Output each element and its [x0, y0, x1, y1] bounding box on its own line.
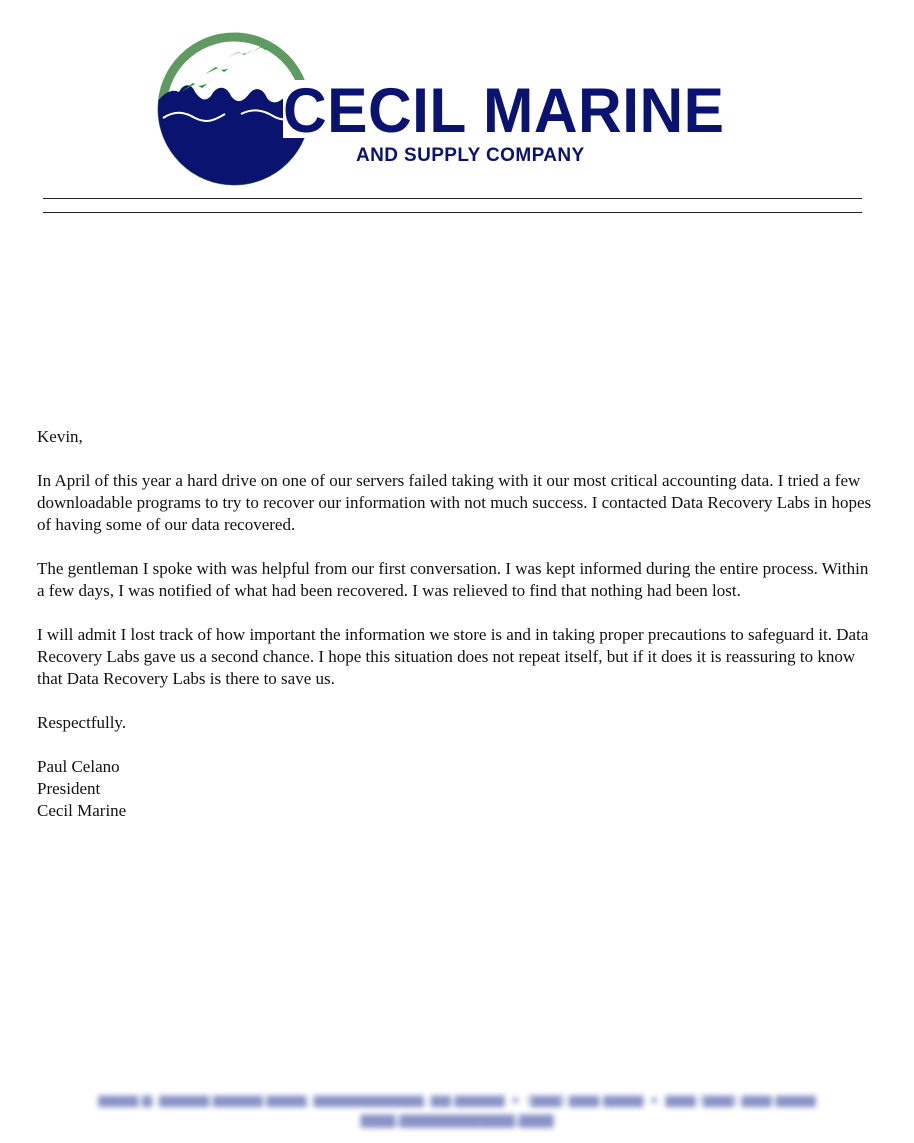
paragraph-3: I will admit I lost track of how important the information we store is and in taking proper precautions to safeguard it. Data Recovery Labs gave us a second chance. I hope this situation does not repeat itself, but if it does it is reassuring to know that Data Recovery Labs is there to save us.	[37, 625, 869, 688]
blurred-footer	[0, 1090, 914, 1130]
letter-body	[37, 426, 877, 822]
letterhead-divider-top	[43, 198, 862, 199]
signature-block	[37, 756, 877, 822]
footer-address-line: ▆▆▆▆ ▆. ▆▆▆▆▆ ▆▆▆▆▆ ▆▆▆▆, ▆▆▆▆▆▆▆▆▆▆▆, ▆▆ ▆▆▆▆▆ ● (▆▆▆) ▆▆▆-▆▆▆▆ ● ▆▆▆ (▆▆▆) ▆▆▆-▆▆▆▆	[98, 1092, 816, 1107]
company-subtitle: AND SUPPLY COMPANY	[356, 145, 585, 166]
signer-name: Paul Celano	[37, 757, 120, 776]
paragraph-1: In April of this year a hard drive on one of our servers failed taking with it our most critical accounting data. I tried a few downloadable programs to try to recover our information with not much success. I contacted Data Recovery Labs in hopes of having some of our data recovered.	[37, 471, 872, 534]
salutation: Kevin,	[37, 427, 83, 446]
closing: Respectfully.	[37, 713, 127, 732]
signer-title: President	[37, 779, 101, 798]
letterhead	[0, 0, 914, 220]
letterhead-divider-bottom	[43, 212, 862, 213]
signer-company: Cecil Marine	[37, 801, 127, 820]
footer-website-line: ▆▆▆.▆▆▆▆▆▆▆▆▆▆.▆▆▆	[360, 1111, 554, 1128]
company-name: CECIL MARINE	[283, 76, 725, 146]
paragraph-2: The gentleman I spoke with was helpful from our first conversation. I was kept informed during the entire process. Within a few days, I was notified of what had been recovered. I was relieved to find that nothing had been lost.	[37, 559, 869, 600]
